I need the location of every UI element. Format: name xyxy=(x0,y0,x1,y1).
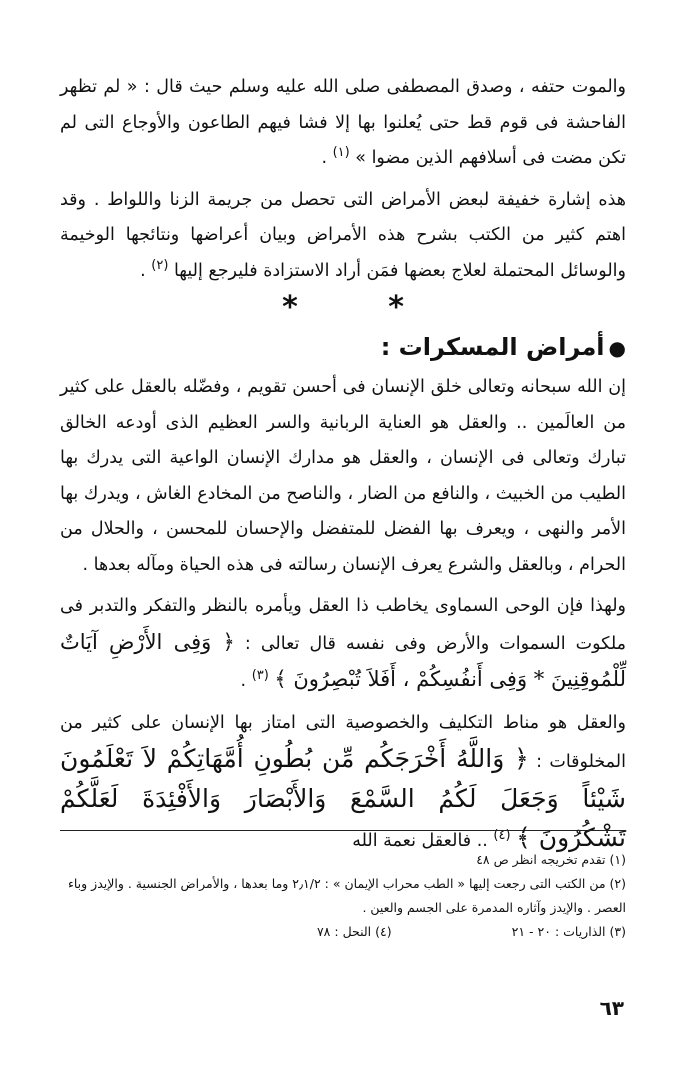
footnotes xyxy=(60,848,626,944)
paragraph-5-tail: .. فالعقل نعمة الله xyxy=(352,831,494,851)
footnote-2: (٢) من الكتب التى رجعت إليها « الطب محراب الإيمان » : ٢٫١/٢ وما بعدها ، والأمراض الجنسية . والإيدز وباء العصر . والإيدز وآثاره المدمرة على الجسم والعين . xyxy=(67,876,626,915)
main-text xyxy=(60,70,626,860)
paragraph-1 xyxy=(60,70,626,177)
paragraph-1-tail: . xyxy=(321,148,333,168)
section-heading-text: أمراض المسكرات : xyxy=(380,333,605,361)
footnote-ref-1: (١) xyxy=(332,145,350,161)
paragraph-2-text: هذه إشارة خفيفة لبعض الأمراض التى تحصل من جريمة الزنا واللواط . وقد اهتم كثير من الكتب بشرح هذه الأمراض وبيان أعراضها ونتائجها الوخيمة والوسائل المحتملة لعلاج بعضها فمَن أراد الاستزادة فليرجع إليها xyxy=(60,189,626,281)
paragraph-4-text: ولهذا فإن الوحى السماوى يخاطب ذا العقل ويأمره بالنظر والتفكر والتدبر فى ملكوت السموات والأرض وفى نفسه قال تعالى : xyxy=(60,596,627,654)
paragraph-4-tail: . xyxy=(240,671,252,691)
footnote-ref-4: (٤) xyxy=(493,828,511,844)
quran-verse-2: ﴿ وَاللَّهُ أَخْرَجَكُم مِّن بُطُونِ أُمَّهَاتِكُمْ لاَ تَعْلَمُونَ شَيْئاً وَجَعَلَ لَكُمُ السَّمْعَ وَالأَبْصَارَ وَالأَفْئِدَةَ لَعَلَّكُمْ تَشْكُرُونَ ﴾ xyxy=(60,744,626,852)
section-heading xyxy=(60,325,626,370)
paragraph-2-tail: . xyxy=(140,260,152,281)
page-number: ٦٣ xyxy=(599,996,624,1020)
bullet-icon: ● xyxy=(608,336,626,360)
paragraph-2 xyxy=(60,183,626,290)
quran-verse-1: ﴿ وَفِى الأَرْضِ آيَاتٌ لِّلْمُوقِنِينَ * وَفِى أَنفُسِكُمْ ، أَفَلاَ تُبْصِرُونَ ﴾ xyxy=(60,629,626,691)
footnote-row xyxy=(60,920,626,944)
paragraph-5-text: والعقل هو مناط التكليف والخصوصية التى امتاز بها الإنسان على كثير من المخلوقات : xyxy=(60,712,626,772)
footnote-ref-3: (٣) xyxy=(251,668,269,684)
footnote-4: (٤) النحل : ٧٨ xyxy=(316,924,392,939)
footnote-ref-2: (٢) xyxy=(151,257,169,273)
footnote-1: (١) تقدم تخريجه انظر ص ٤٨ xyxy=(476,852,626,867)
section-separator: * * xyxy=(282,290,444,325)
footnote-3: (٣) الذاريات : ٢٠ - ٢١ xyxy=(511,924,626,939)
paragraph-4 xyxy=(60,589,626,700)
paragraph-1-text: والموت حتفه ، وصدق المصطفى صلى الله عليه وسلم حيث قال : « لم تظهر الفاحشة فى قوم قط حتى يُعلنوا بها إلا فشا فيهم الطاعون والأوجاع التى لم تكن مضت فى أسلافهم الذين مضوا » xyxy=(60,77,626,168)
paragraph-5 xyxy=(60,706,626,860)
footnote-divider xyxy=(60,830,626,831)
paragraph-3: إن الله سبحانه وتعالى خلق الإنسان فى أحسن تقويم ، وفضّله بالعقل على كثير من العالَمين .. والعقل هو العناية الربانية والسر العظيم الذى أودعه الخالق تبارك وتعالى فى الإنسان ، والعقل هو مدارك الإنسان الواعية التى يدرك بها الطيب من الخبيث ، والنافع من الضار ، والناصح من المخادع الغاش ، ويدرك بها الأمر والنهى ، ويعرف بها الفضل للمتفضل والإحسان للمحسن ، والحلال من الحرام ، وبالعقل والشرع يعرف الإنسان رسالته فى هذه الحياة ومآله بعدها . xyxy=(60,377,626,575)
